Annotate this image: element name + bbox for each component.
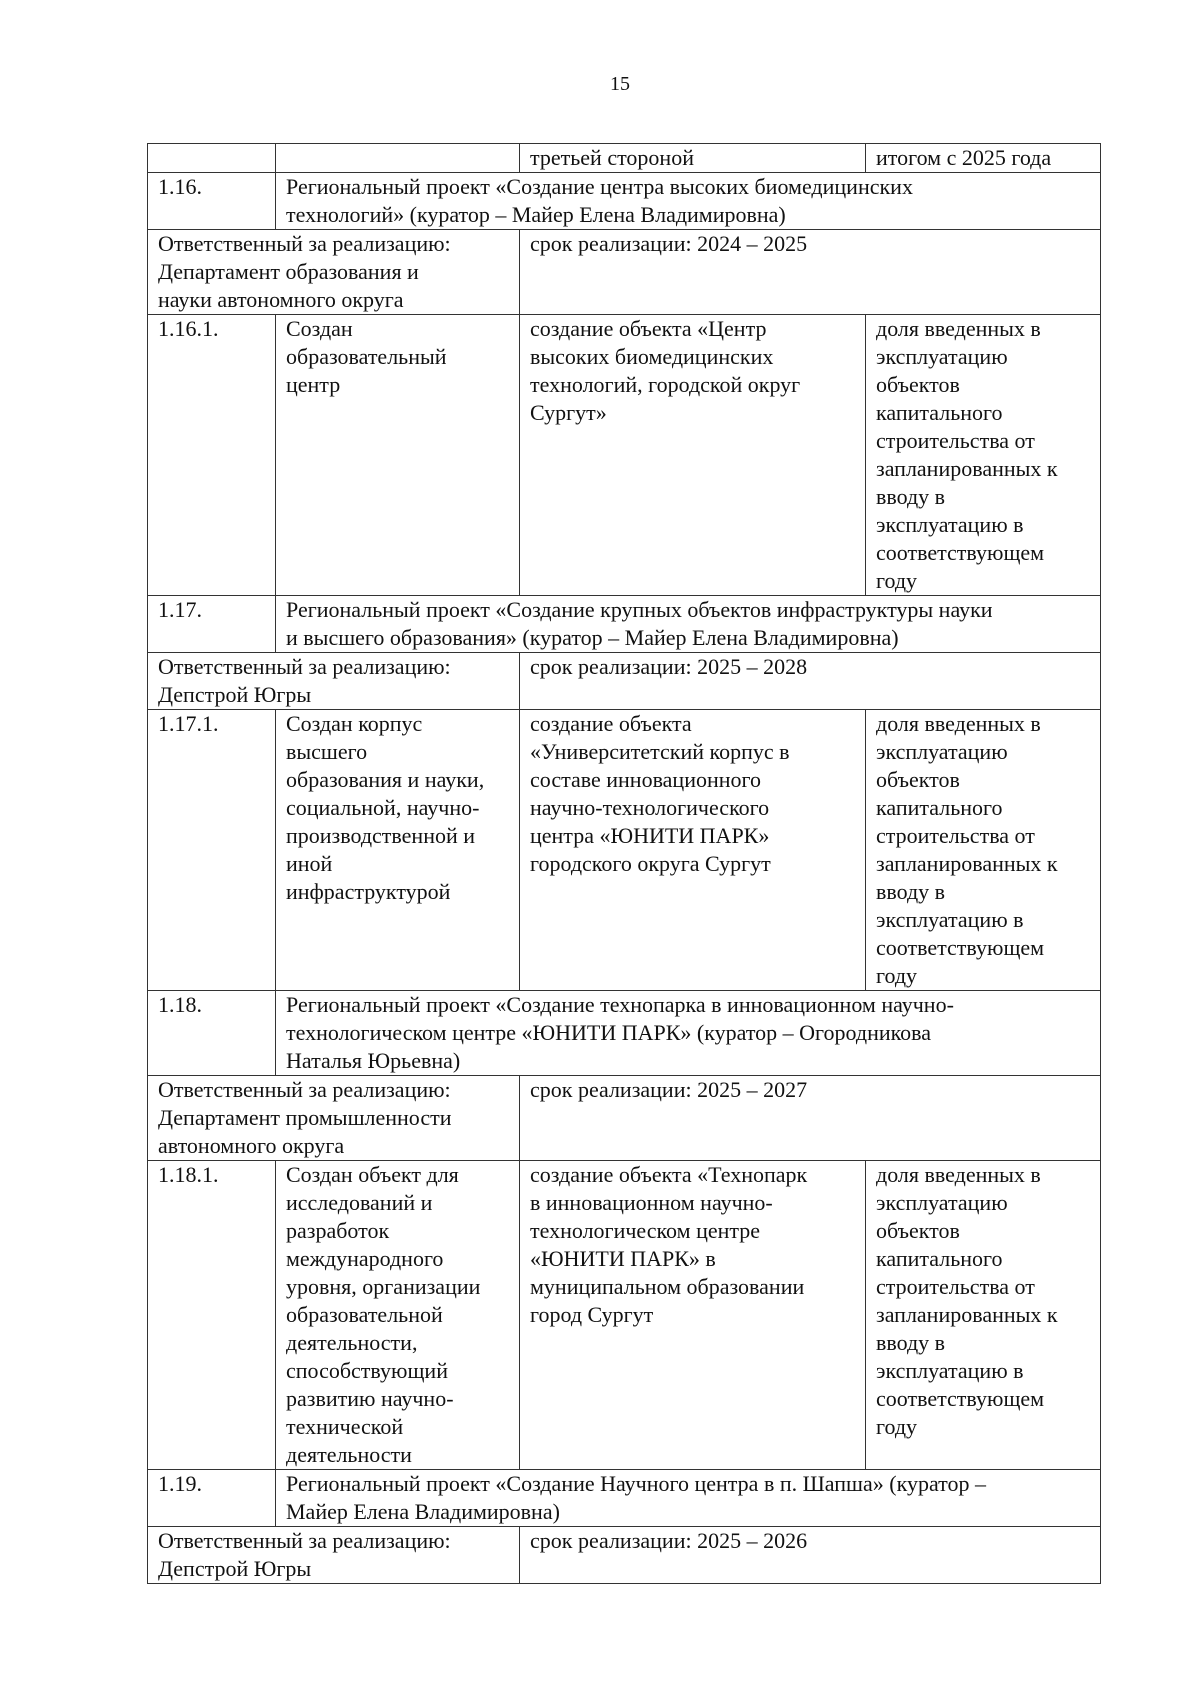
table-cell-description: третьей стороной bbox=[520, 144, 866, 173]
project-number: 1.19. bbox=[148, 1470, 276, 1527]
description-cell: создание объекта «Центр высоких биомедицинских технологий, городской округ Сургут» bbox=[520, 315, 866, 596]
project-row-1-18 bbox=[148, 991, 1101, 1076]
result-row-1-17-1 bbox=[148, 710, 1101, 991]
term-cell: срок реализации: 2025 – 2028 bbox=[520, 653, 1101, 710]
term-cell: срок реализации: 2025 – 2026 bbox=[520, 1527, 1101, 1584]
project-number: 1.16. bbox=[148, 173, 276, 230]
responsible-cell: Ответственный за реализацию: Департамент образования и науки автономного округа bbox=[148, 230, 520, 315]
result-cell: Создан объект для исследований и разработок международного уровня, организации образовательной деятельности, способствующий развитию научно- технической деятельности bbox=[276, 1161, 520, 1470]
table-cell-indicator: итогом с 2025 года bbox=[866, 144, 1101, 173]
responsible-cell: Ответственный за реализацию: Депстрой Югры bbox=[148, 1527, 520, 1584]
indicator-cell: доля введенных в эксплуатацию объектов капитального строительства от запланированных к вводу в эксплуатацию в соответствующем году bbox=[866, 315, 1101, 596]
result-cell: Создан образовательный центр bbox=[276, 315, 520, 596]
projects-table bbox=[147, 143, 1101, 1584]
project-number: 1.17. bbox=[148, 596, 276, 653]
responsible-row-1-18 bbox=[148, 1076, 1101, 1161]
result-cell: Создан корпус высшего образования и науки, социальной, научно- производственной и иной инфраструктурой bbox=[276, 710, 520, 991]
project-title: Региональный проект «Создание центра высоких биомедицинских технологий» (куратор – Майер Елена Владимировна) bbox=[276, 173, 1101, 230]
responsible-row-1-19 bbox=[148, 1527, 1101, 1584]
result-row-1-16-1 bbox=[148, 315, 1101, 596]
term-cell: срок реализации: 2024 – 2025 bbox=[520, 230, 1101, 315]
indicator-cell: доля введенных в эксплуатацию объектов капитального строительства от запланированных к вводу в эксплуатацию в соответствующем году bbox=[866, 1161, 1101, 1470]
responsible-row-1-16 bbox=[148, 230, 1101, 315]
result-row-1-18-1 bbox=[148, 1161, 1101, 1470]
table-row-continuation bbox=[148, 144, 1101, 173]
project-title: Региональный проект «Создание Научного центра в п. Шапша» (куратор – Майер Елена Владимировна) bbox=[276, 1470, 1101, 1527]
project-title: Региональный проект «Создание технопарка в инновационном научно- технологическом центре «ЮНИТИ ПАРК» (куратор – Огородникова Наталья Юрьевна) bbox=[276, 991, 1101, 1076]
result-number: 1.16.1. bbox=[148, 315, 276, 596]
indicator-cell: доля введенных в эксплуатацию объектов капитального строительства от запланированных к вводу в эксплуатацию в соответствующем году bbox=[866, 710, 1101, 991]
page-number: 15 bbox=[610, 73, 630, 95]
project-title: Региональный проект «Создание крупных объектов инфраструктуры науки и высшего образования» (куратор – Майер Елена Владимировна) bbox=[276, 596, 1101, 653]
responsible-cell: Ответственный за реализацию: Департамент промышленности автономного округа bbox=[148, 1076, 520, 1161]
project-row-1-19 bbox=[148, 1470, 1101, 1527]
term-cell: срок реализации: 2025 – 2027 bbox=[520, 1076, 1101, 1161]
project-row-1-17 bbox=[148, 596, 1101, 653]
table-cell-empty bbox=[148, 144, 276, 173]
responsible-cell: Ответственный за реализацию: Депстрой Югры bbox=[148, 653, 520, 710]
table-cell-empty bbox=[276, 144, 520, 173]
responsible-row-1-17 bbox=[148, 653, 1101, 710]
result-number: 1.18.1. bbox=[148, 1161, 276, 1470]
project-row-1-16 bbox=[148, 173, 1101, 230]
description-cell: создание объекта «Технопарк в инновационном научно- технологическом центре «ЮНИТИ ПАРК» в муниципальном образовании город Сургут bbox=[520, 1161, 866, 1470]
project-number: 1.18. bbox=[148, 991, 276, 1076]
result-number: 1.17.1. bbox=[148, 710, 276, 991]
description-cell: создание объекта «Университетский корпус в составе инновационного научно-технологического центра «ЮНИТИ ПАРК» городского округа Сургут bbox=[520, 710, 866, 991]
